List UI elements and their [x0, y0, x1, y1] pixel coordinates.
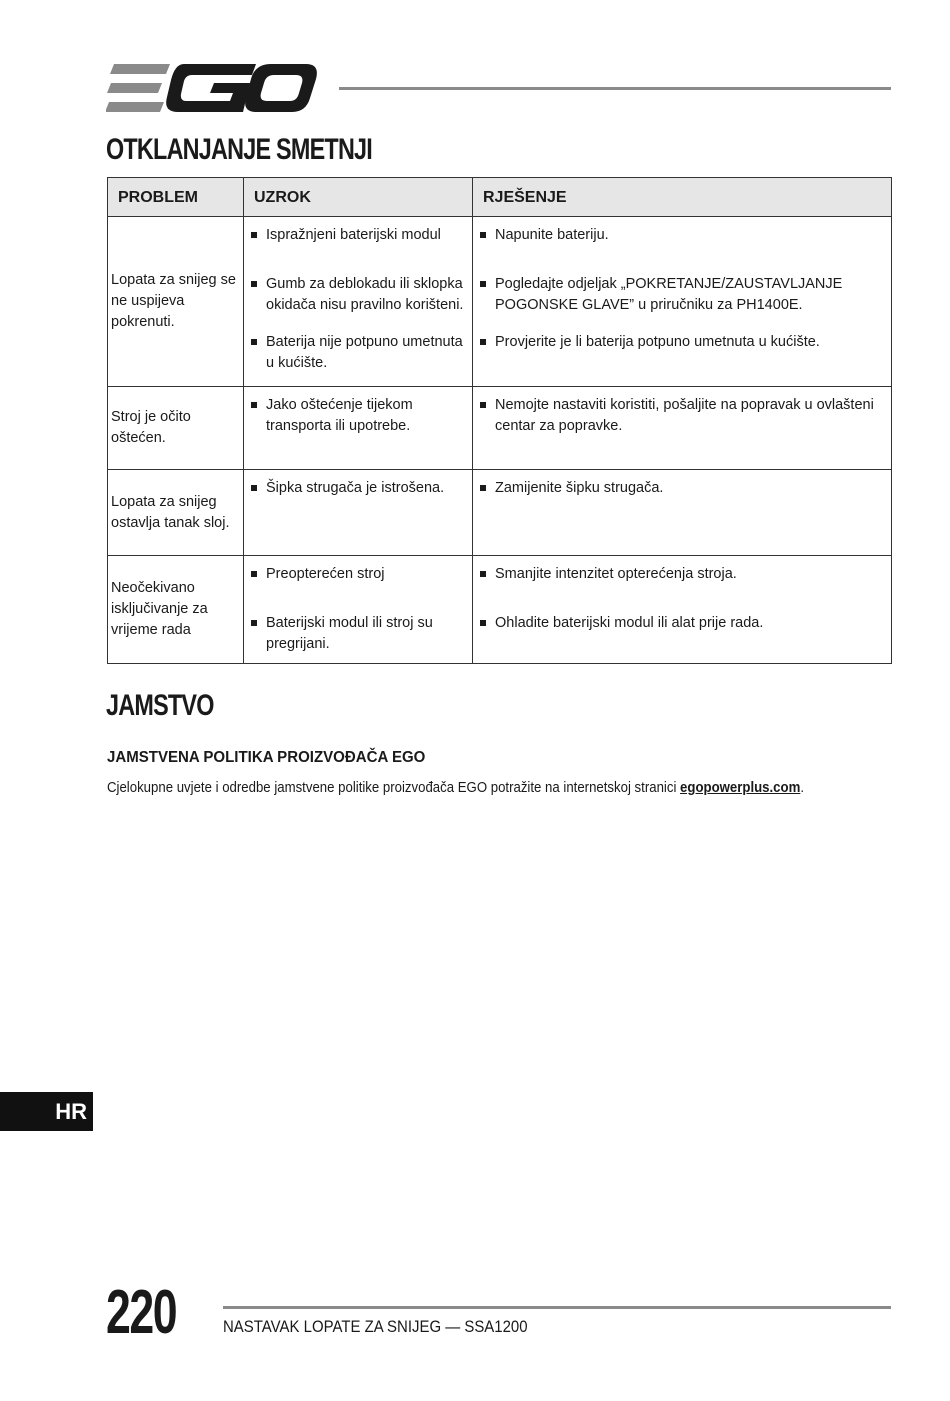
table-row: [108, 387, 892, 470]
warranty-body-end: .: [800, 779, 805, 796]
solution-text: Provjerite je li baterija potpuno umetnuta u kućište.: [495, 334, 820, 350]
cause-cell: [244, 470, 473, 556]
troubleshooting-title: OTKLANJANJE SMETNJI: [106, 133, 373, 166]
warranty-text: [107, 779, 804, 796]
ego-logo-e: [106, 64, 170, 112]
solution-cell: [473, 217, 892, 387]
solution-item: [478, 225, 885, 246]
warranty-subtitle: JAMSTVENA POLITIKA PROIZVOĐAČA EGO: [107, 749, 426, 766]
column-header-problem: PROBLEM: [108, 178, 244, 217]
warranty-body: Cjelokupne uvjete i odredbe jamstvene politike proizvođača EGO potražite na internetskoj stranici: [107, 779, 681, 796]
solution-item: [478, 395, 885, 437]
bullet-icon: [251, 232, 257, 238]
bullet-icon: [480, 485, 486, 491]
bullet-icon: [480, 339, 486, 345]
cause-text: Baterija nije potpuno umetnuta u kućište.: [266, 334, 463, 371]
solution-item: [478, 613, 885, 634]
cause-text: Preopterećen stroj: [266, 566, 385, 582]
cause-item: [249, 564, 466, 585]
cause-item: [249, 613, 466, 655]
solution-item: [478, 478, 885, 499]
cause-text: Jako oštećenje tijekom transporta ili upotrebe.: [266, 397, 413, 434]
ego-logo-o: [245, 64, 317, 112]
language-tab: HR: [0, 1092, 93, 1131]
table-row: [108, 556, 892, 664]
bullet-icon: [480, 232, 486, 238]
cause-text: Ispražnjeni baterijski modul: [266, 227, 441, 243]
bullet-icon: [480, 402, 486, 408]
troubleshooting-table: [107, 177, 892, 664]
solution-item: [478, 274, 885, 316]
solution-item: [478, 332, 885, 353]
solution-item: [478, 564, 885, 585]
cause-text: Gumb za deblokadu ili sklopka okidača nisu pravilno korišteni.: [266, 276, 464, 313]
warranty-title: JAMSTVO: [106, 689, 214, 722]
solution-text: Nemojte nastaviti koristiti, pošaljite na popravak u ovlašteni centar za popravke.: [495, 397, 874, 434]
ego-logo-g: [166, 64, 256, 112]
table-header-row: [108, 178, 892, 217]
cause-item: [249, 395, 466, 437]
bullet-icon: [480, 620, 486, 626]
cause-item: [249, 274, 466, 316]
bullet-icon: [251, 620, 257, 626]
bullet-icon: [480, 281, 486, 287]
solution-cell: [473, 387, 892, 470]
solution-cell: [473, 556, 892, 664]
problem-cell: Lopata za snijeg se ne uspijeva pokrenuti.: [108, 217, 244, 387]
ego-logo: [106, 64, 318, 112]
problem-cell: Neočekivano isključivanje za vrijeme rada: [108, 556, 244, 664]
problem-cell: Lopata za snijeg ostavlja tanak sloj.: [108, 470, 244, 556]
cause-item: [249, 332, 466, 374]
cause-item: [249, 478, 466, 499]
bullet-icon: [251, 339, 257, 345]
cause-cell: [244, 387, 473, 470]
table-row: [108, 470, 892, 556]
cause-item: [249, 225, 466, 246]
bullet-icon: [480, 571, 486, 577]
bullet-icon: [251, 571, 257, 577]
footer-rule: [223, 1306, 891, 1309]
cause-cell: [244, 217, 473, 387]
cause-text: Baterijski modul ili stroj su pregrijani.: [266, 615, 433, 652]
solution-text: Smanjite intenzitet opterećenja stroja.: [495, 566, 737, 582]
solution-cell: [473, 470, 892, 556]
column-header-cause: UZROK: [244, 178, 473, 217]
solution-text: Pogledajte odjeljak „POKRETANJE/ZAUSTAVLJANJE POGONSKE GLAVE” u priručniku za PH1400E.: [495, 276, 843, 313]
problem-cell: Stroj je očito oštećen.: [108, 387, 244, 470]
header-rule: [339, 87, 891, 90]
solution-text: Zamijenite šipku strugača.: [495, 480, 664, 496]
table-row: [108, 217, 892, 387]
bullet-icon: [251, 485, 257, 491]
column-header-solution: RJEŠENJE: [473, 178, 892, 217]
cause-cell: [244, 556, 473, 664]
cause-text: Šipka strugača je istrošena.: [266, 480, 445, 496]
solution-text: Napunite bateriju.: [495, 227, 609, 243]
page-number: 220: [106, 1278, 177, 1347]
warranty-link[interactable]: egopowerplus.com: [680, 779, 801, 796]
bullet-icon: [251, 402, 257, 408]
bullet-icon: [251, 281, 257, 287]
solution-text: Ohladite baterijski modul ili alat prije rada.: [495, 615, 764, 631]
footer-text: NASTAVAK LOPATE ZA SNIJEG — SSA1200: [223, 1317, 528, 1336]
